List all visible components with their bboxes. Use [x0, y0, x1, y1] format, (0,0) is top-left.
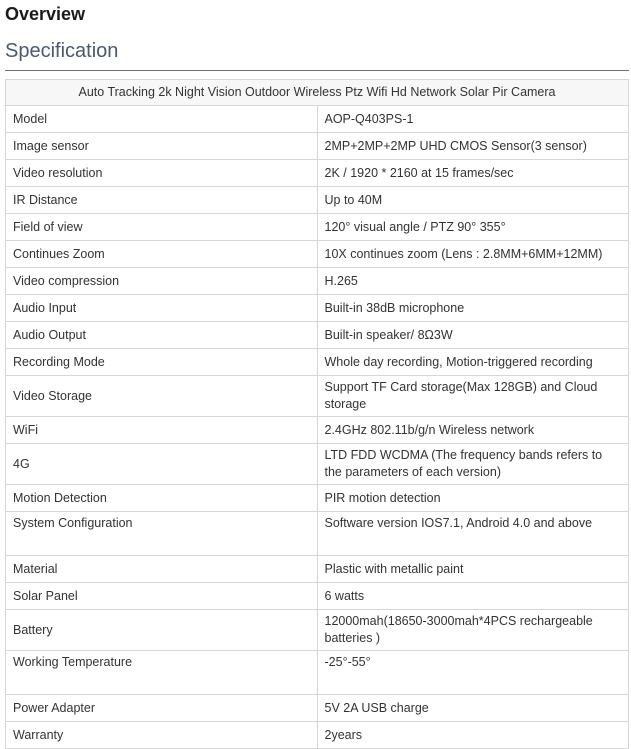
- product-name-cell: Auto Tracking 2k Night Vision Outdoor Wireless Ptz Wifi Hd Network Solar Pir Camera: [6, 80, 629, 106]
- table-row: [6, 651, 629, 695]
- table-row: [6, 322, 629, 349]
- table-row: [6, 722, 629, 749]
- spec-value: Built-in speaker/ 8Ω3W: [317, 322, 629, 349]
- specification-heading: Specification: [5, 40, 119, 62]
- spec-label: Working Temperature: [6, 651, 318, 695]
- spec-label: Field of view: [6, 214, 318, 241]
- spec-label: 4G: [6, 444, 318, 485]
- spec-label: WiFi: [6, 417, 318, 444]
- spec-value: Support TF Card storage(Max 128GB) and Cloud storage: [317, 376, 629, 417]
- spec-label: Video resolution: [6, 160, 318, 187]
- spec-value: 2K / 1920 * 2160 at 15 frames/sec: [317, 160, 629, 187]
- spec-value: AOP-Q403PS-1: [317, 106, 629, 133]
- spec-label: Recording Mode: [6, 349, 318, 376]
- spec-value: 2MP+2MP+2MP UHD CMOS Sensor(3 sensor): [317, 133, 629, 160]
- heading-divider: [5, 70, 629, 71]
- spec-label: Battery: [6, 610, 318, 651]
- table-row: [6, 556, 629, 583]
- table-row: [6, 295, 629, 322]
- table-row: [6, 160, 629, 187]
- spec-label: Power Adapter: [6, 695, 318, 722]
- spec-label: Video compression: [6, 268, 318, 295]
- spec-value: LTD FDD WCDMA (The frequency bands refers to the parameters of each version): [317, 444, 629, 485]
- spec-label: Audio Output: [6, 322, 318, 349]
- spec-value: 12000mah(18650-3000mah*4PCS rechargeable batteries ): [317, 610, 629, 651]
- spec-label: Material: [6, 556, 318, 583]
- spec-value: 6 watts: [317, 583, 629, 610]
- spec-value: Plastic with metallic paint: [317, 556, 629, 583]
- table-row: [6, 376, 629, 417]
- spec-value: 5V 2A USB charge: [317, 695, 629, 722]
- spec-label: IR Distance: [6, 187, 318, 214]
- spec-value: Up to 40M: [317, 187, 629, 214]
- spec-value: Whole day recording, Motion-triggered recording: [317, 349, 629, 376]
- table-row: [6, 512, 629, 556]
- table-row: [6, 214, 629, 241]
- spec-label: Audio Input: [6, 295, 318, 322]
- table-row: [6, 187, 629, 214]
- specification-table: [5, 79, 629, 749]
- spec-label: Motion Detection: [6, 485, 318, 512]
- spec-label: Solar Panel: [6, 583, 318, 610]
- table-row: [6, 241, 629, 268]
- spec-label: Video Storage: [6, 376, 318, 417]
- overview-heading: Overview: [5, 4, 86, 24]
- spec-value: -25°-55°: [317, 651, 629, 695]
- table-row: [6, 695, 629, 722]
- spec-label: Warranty: [6, 722, 318, 749]
- table-row: [6, 444, 629, 485]
- spec-value: 120° visual angle / PTZ 90° 355°: [317, 214, 629, 241]
- spec-label: Continues Zoom: [6, 241, 318, 268]
- spec-label: System Configuration: [6, 512, 318, 556]
- spec-value: 10X continues zoom (Lens : 2.8MM+6MM+12MM): [317, 241, 629, 268]
- table-row: [6, 583, 629, 610]
- table-row: [6, 349, 629, 376]
- table-row: [6, 417, 629, 444]
- spec-value: 2.4GHz 802.11b/g/n Wireless network: [317, 417, 629, 444]
- spec-label: Image sensor: [6, 133, 318, 160]
- table-row: [6, 106, 629, 133]
- table-row: [6, 133, 629, 160]
- table-row: [6, 268, 629, 295]
- table-row: [6, 485, 629, 512]
- spec-value: Software version IOS7.1, Android 4.0 and above: [317, 512, 629, 556]
- table-row: [6, 610, 629, 651]
- spec-value: Built-in 38dB microphone: [317, 295, 629, 322]
- spec-value: PIR motion detection: [317, 485, 629, 512]
- spec-value: 2years: [317, 722, 629, 749]
- spec-value: H.265: [317, 268, 629, 295]
- table-header-row: [6, 80, 629, 106]
- spec-label: Model: [6, 106, 318, 133]
